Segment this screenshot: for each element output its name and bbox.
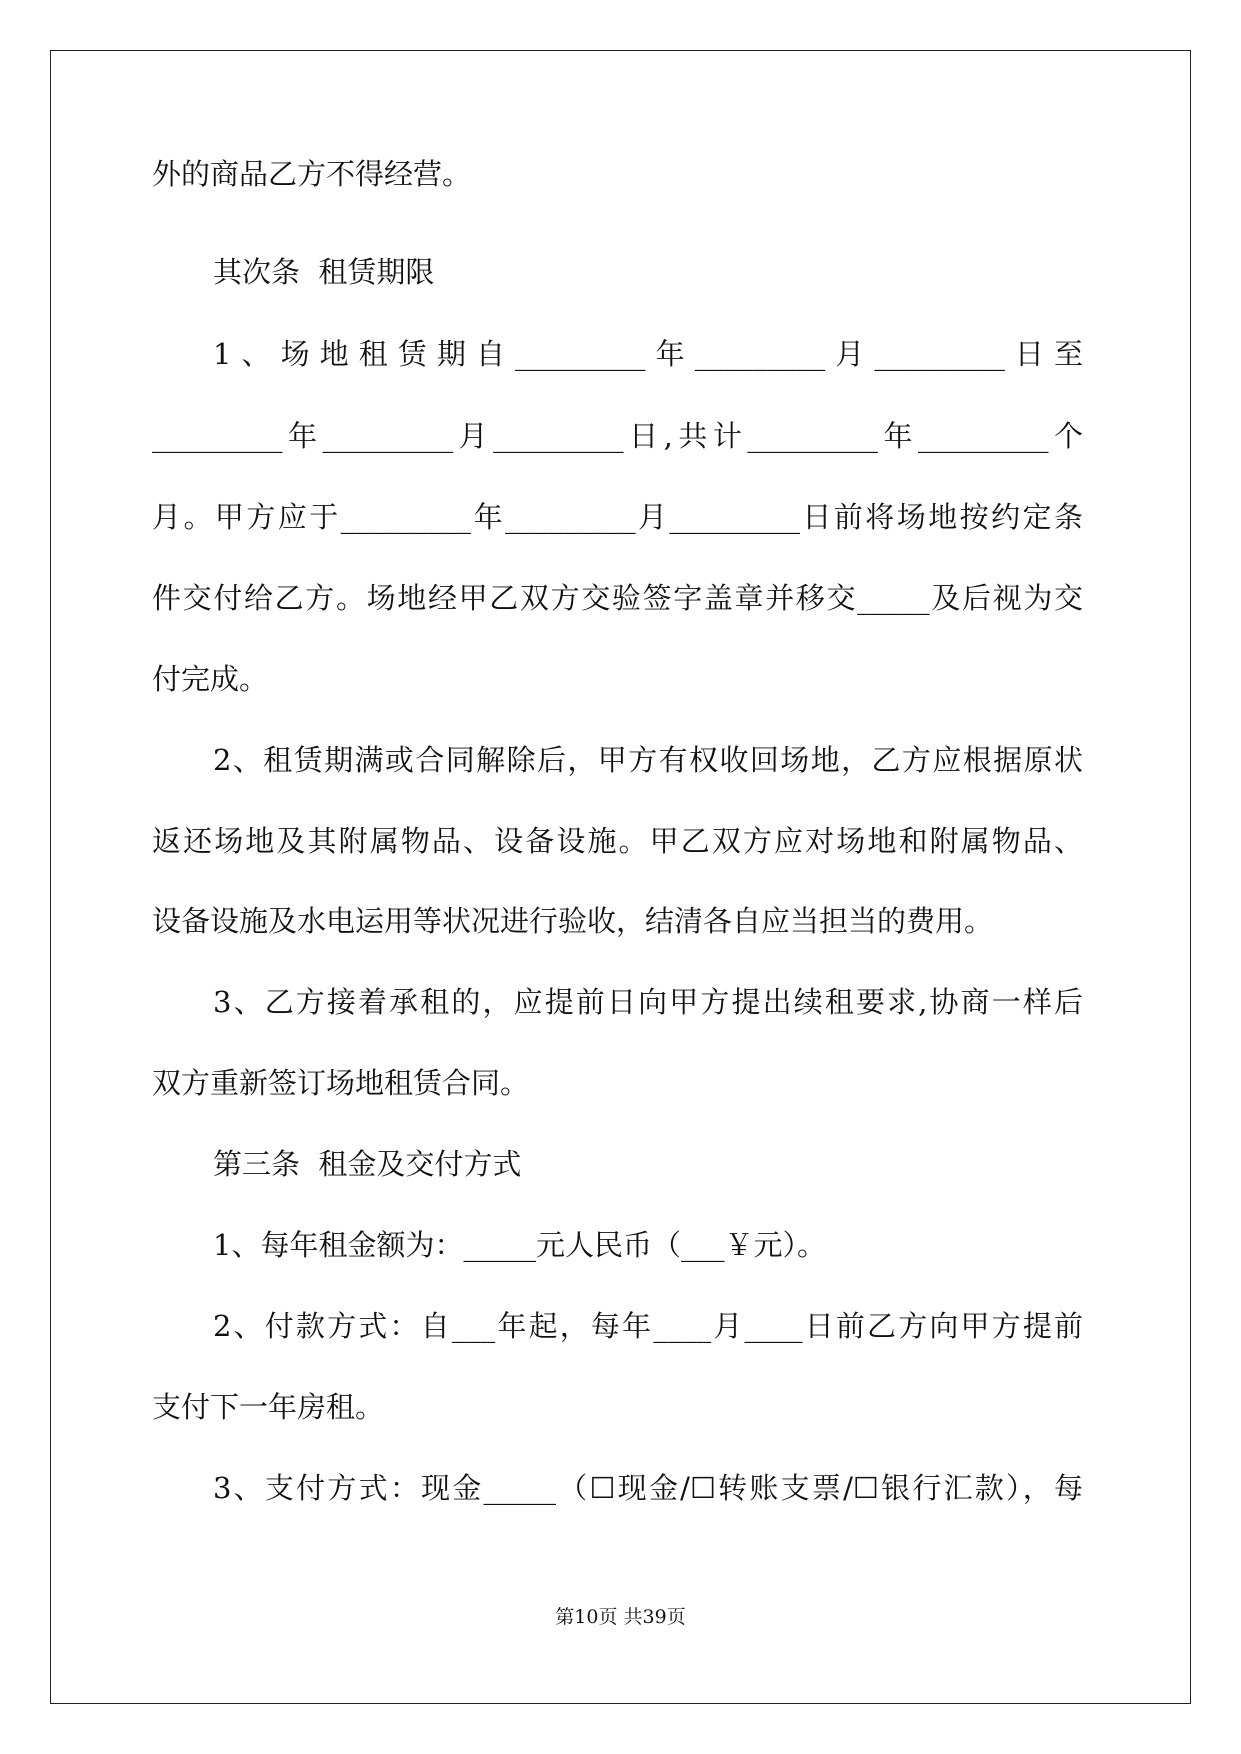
text-line: 设备设施及水电运用等状况进行验收，结清各自应当担当的费用。: [152, 904, 994, 938]
text-line: 1、场地租赁期自_________年_________月_________日至: [213, 337, 1083, 371]
text-line: 双方重新签订场地租赁合同。: [152, 1066, 530, 1100]
text-line: 外的商品乙方不得经营。: [152, 157, 472, 191]
text-line: 3、支付方式：现金_____（☐现金/☐转账支票/☐银行汇款），每: [213, 1471, 1083, 1505]
text-line: 2、付款方式：自___年起，每年____月____日前乙方向甲方提前: [213, 1309, 1083, 1343]
section-heading: 其次条 租赁期限: [213, 255, 435, 289]
text-line: 付完成。: [152, 662, 269, 696]
text-line: 月。甲方应于_________年_________月_________日前将场地按约定条: [152, 500, 1083, 534]
page-border: [50, 50, 1191, 1704]
text-line: 返还场地及其附属物品、设备设施。甲乙双方应对场地和附属物品、: [152, 824, 1083, 858]
text-line: _________年_________月_________日,共计_________年_________个: [152, 419, 1083, 453]
text-line: 1、每年租金额为：_____元人民币（___￥元）。: [213, 1228, 826, 1262]
text-line: 件交付给乙方。场地经甲乙双方交验签字盖章并移交_____及后视为交: [152, 581, 1083, 615]
text-line: 3、乙方接着承租的，应提前日向甲方提出续租要求,协商一样后: [213, 985, 1083, 1019]
text-line: 2、租赁期满或合同解除后，甲方有权收回场地，乙方应根据原状: [213, 743, 1083, 777]
text-line: 支付下一年房租。: [152, 1390, 385, 1424]
section-heading: 第三条 租金及交付方式: [213, 1147, 522, 1181]
page-number-footer: 第10页 共39页: [555, 1606, 686, 1628]
